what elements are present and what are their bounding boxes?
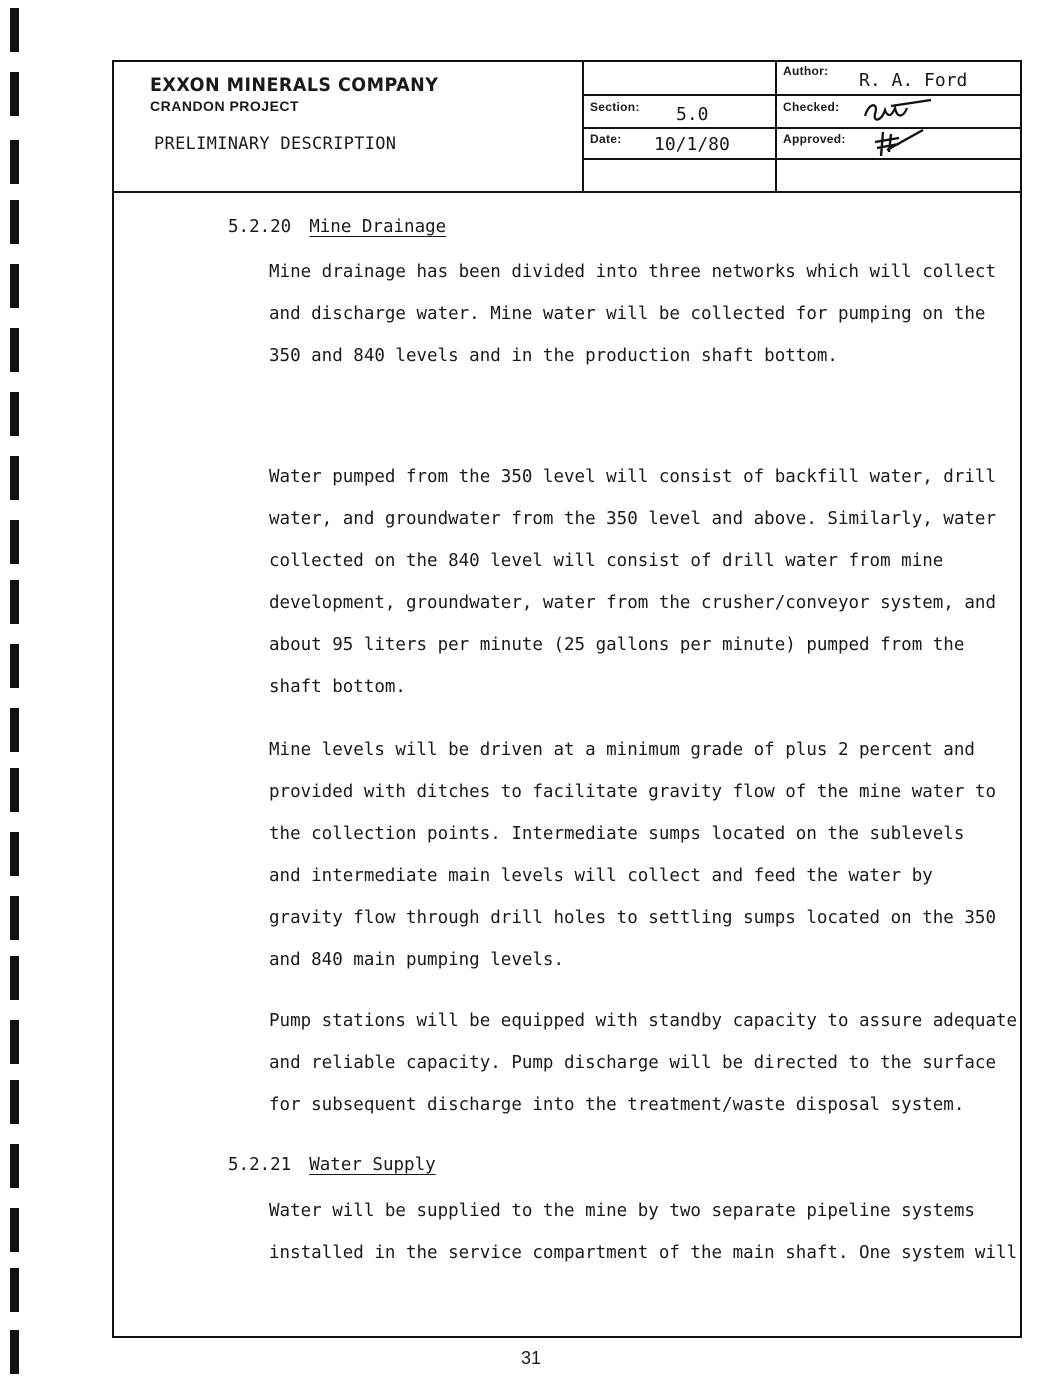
binding-mark	[10, 580, 19, 624]
text-line: Water pumped from the 350 level will consist of backfill water, drill	[269, 467, 996, 487]
binding-mark	[10, 140, 19, 184]
binding-mark	[10, 328, 19, 372]
text-line: Pump stations will be equipped with standby capacity to assure adequate	[269, 1011, 1018, 1031]
title-block	[114, 62, 1020, 193]
date-value: 10/1/80	[654, 134, 730, 155]
text-line: Mine levels will be driven at a minimum grade of plus 2 percent and	[269, 740, 975, 760]
date-label: Date:	[590, 132, 622, 146]
binding-mark	[10, 520, 19, 564]
checked-label: Checked:	[783, 100, 840, 114]
section-title: Water Supply	[309, 1155, 436, 1175]
text-line: and discharge water. Mine water will be collected for pumping on the	[269, 304, 986, 324]
text-line: water, and groundwater from the 350 level and above. Similarly, water	[269, 509, 996, 529]
approved-signature	[869, 126, 929, 160]
text-line: and 840 main pumping levels.	[269, 950, 565, 970]
text-line: about 95 liters per minute (25 gallons per minute) pumped from the	[269, 635, 965, 655]
binding-mark	[10, 1020, 19, 1064]
paragraph	[269, 1000, 1018, 1126]
section-label: Section:	[590, 100, 640, 114]
binding-mark	[10, 896, 19, 940]
binding-mark	[10, 1208, 19, 1252]
text-line: and intermediate main levels will collect and feed the water by	[269, 866, 933, 886]
approved-label: Approved:	[783, 132, 846, 146]
binding-marks	[10, 0, 22, 1380]
paragraph	[269, 729, 1014, 981]
section-value: 5.0	[676, 104, 709, 125]
text-line: collected on the 840 level will consist of drill water from mine	[269, 551, 944, 571]
text-line: provided with ditches to facilitate gravity flow of the mine water to	[269, 782, 996, 802]
text-line: Water will be supplied to the mine by two separate pipeline systems	[269, 1201, 975, 1221]
text-line: for subsequent discharge into the treatment/waste disposal system.	[269, 1095, 965, 1115]
section-heading-mine-drainage	[228, 217, 446, 237]
company-name: EXXON MINERALS COMPANY	[150, 74, 439, 96]
binding-mark	[10, 8, 19, 52]
author-value: R. A. Ford	[859, 70, 968, 91]
text-line: and reliable capacity. Pump discharge will be directed to the surface	[269, 1053, 996, 1073]
binding-mark	[10, 72, 19, 116]
company-block	[114, 62, 584, 191]
binding-mark	[10, 956, 19, 1000]
text-line: shaft bottom.	[269, 677, 406, 697]
binding-mark	[10, 456, 19, 500]
paragraph	[269, 456, 1014, 708]
section-number: 5.2.20	[228, 217, 292, 237]
text-line: Mine drainage has been divided into three networks which will collect	[269, 262, 996, 282]
binding-mark	[10, 708, 19, 752]
signoff-block	[777, 62, 1020, 191]
binding-mark	[10, 832, 19, 876]
section-title: Mine Drainage	[309, 217, 447, 237]
paragraph	[269, 251, 1014, 377]
section-number: 5.2.21	[228, 1155, 292, 1175]
text-line: development, groundwater, water from the crusher/conveyor system, and	[269, 593, 996, 613]
page-frame	[112, 60, 1022, 1338]
author-label: Author:	[783, 64, 829, 78]
binding-mark	[10, 644, 19, 688]
binding-mark	[10, 264, 19, 308]
text-line: installed in the service compartment of the main shaft. One system will	[269, 1243, 1018, 1263]
binding-mark	[10, 768, 19, 812]
checked-signature	[861, 96, 933, 126]
binding-mark	[10, 1144, 19, 1188]
text-line: the collection points. Intermediate sumps located on the sublevels	[269, 824, 965, 844]
text-line: 350 and 840 levels and in the production shaft bottom.	[269, 346, 838, 366]
binding-mark	[10, 200, 19, 244]
page-number: 31	[520, 1348, 542, 1368]
project-name: CRANDON PROJECT	[150, 98, 300, 114]
paragraph	[269, 1190, 1018, 1274]
section-heading-water-supply	[228, 1155, 436, 1175]
binding-mark	[10, 1268, 19, 1312]
binding-mark	[10, 392, 19, 436]
section-date-block	[584, 62, 777, 191]
text-line: gravity flow through drill holes to settling sumps located on the 350	[269, 908, 996, 928]
document-type: PRELIMINARY DESCRIPTION	[154, 134, 397, 154]
binding-mark	[10, 1080, 19, 1124]
